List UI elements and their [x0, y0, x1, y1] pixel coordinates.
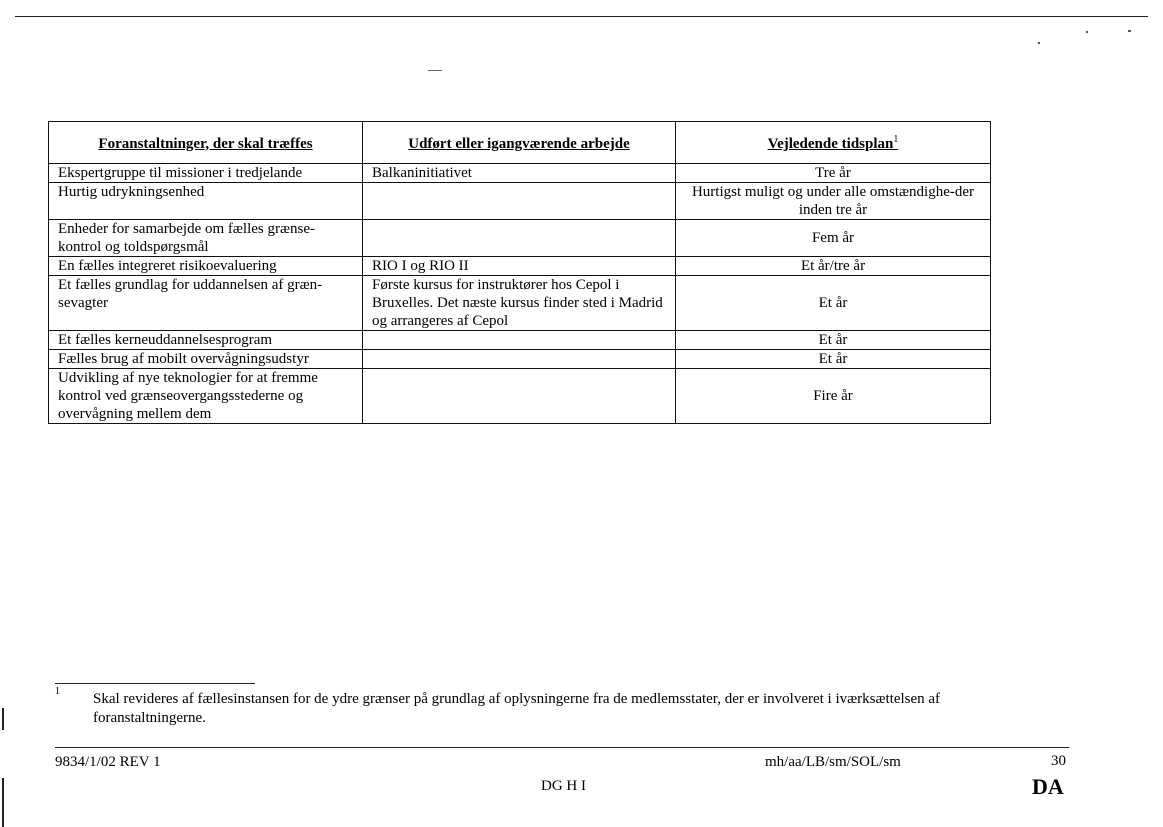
timetable-cell: Hurtigst muligt og under alle omstændighe-der inden tre år [676, 183, 991, 220]
table-row [49, 350, 991, 369]
page-number: 30 [1051, 753, 1066, 769]
table-row [49, 220, 991, 257]
work-cell [363, 369, 676, 424]
header-timetable [676, 122, 991, 164]
author-codes: mh/aa/LB/sm/SOL/sm [765, 754, 901, 770]
document-reference: 9834/1/02 REV 1 [55, 754, 161, 770]
measure-cell: Udvikling af nye teknologier for at fremme kontrol ved grænseovergangsstederne og overvågning mellem dem [49, 369, 363, 424]
scan-speck [1038, 42, 1040, 44]
scan-edge-mark [2, 708, 4, 730]
measures-table [48, 121, 991, 424]
timetable-cell: Et år/tre år [676, 257, 991, 276]
footnote-separator [55, 683, 255, 684]
measure-cell: Et fælles grundlag for uddannelsen af græn-sevagter [49, 276, 363, 331]
measure-cell: En fælles integreret risikoevaluering [49, 257, 363, 276]
table-row [49, 164, 991, 183]
measure-cell: Ekspertgruppe til missioner i tredjelande [49, 164, 363, 183]
table-row [49, 183, 991, 220]
timetable-cell: Fire år [676, 369, 991, 424]
footnote-text: Skal revideres af fællesinstansen for de ydre grænser på grundlag af oplysningerne fra de medlemsstater, der er involveret i iværksættelsen af foranstaltningerne. [93, 691, 941, 726]
table-row [49, 257, 991, 276]
footnote-mark: 1 [55, 686, 60, 697]
scan-speck [1086, 31, 1088, 33]
work-cell: Første kursus for instruktører hos Cepol i Bruxelles. Det næste kursus finder sted i Madrid og arrangeres af Cepol [363, 276, 676, 331]
footnote-reference: 1 [893, 133, 899, 145]
timetable-cell: Fem år [676, 220, 991, 257]
table-row [49, 331, 991, 350]
work-cell [363, 350, 676, 369]
table-header-row [49, 122, 991, 164]
top-rule [15, 16, 1148, 17]
measure-cell: Et fælles kerneuddannelsesprogram [49, 331, 363, 350]
timetable-cell: Et år [676, 350, 991, 369]
work-cell [363, 183, 676, 220]
scan-speck [428, 70, 442, 71]
table-row [49, 276, 991, 331]
language-code: DA [1032, 774, 1064, 799]
scan-edge-mark [2, 778, 4, 827]
work-cell: RIO I og RIO II [363, 257, 676, 276]
timetable-cell: Et år [676, 331, 991, 350]
measure-cell: Enheder for samarbejde om fælles grænse-kontrol og toldspørgsmål [49, 220, 363, 257]
header-timetable-label: Vejledende tidsplan [767, 135, 894, 152]
measure-cell: Fælles brug af mobilt overvågningsudstyr [49, 350, 363, 369]
header-work-done: Udført eller igangværende arbejde [363, 122, 676, 164]
work-cell: Balkaninitiativet [363, 164, 676, 183]
work-cell [363, 331, 676, 350]
timetable-cell: Tre år [676, 164, 991, 183]
work-cell [363, 220, 676, 257]
timetable-cell: Et år [676, 276, 991, 331]
header-measures: Foranstaltninger, der skal træffes [49, 122, 363, 164]
footer-rule [55, 747, 1069, 748]
directorate-general: DG H I [541, 778, 586, 794]
table-row [49, 369, 991, 424]
measure-cell: Hurtig udrykningsenhed [49, 183, 363, 220]
scan-speck [1128, 30, 1131, 32]
